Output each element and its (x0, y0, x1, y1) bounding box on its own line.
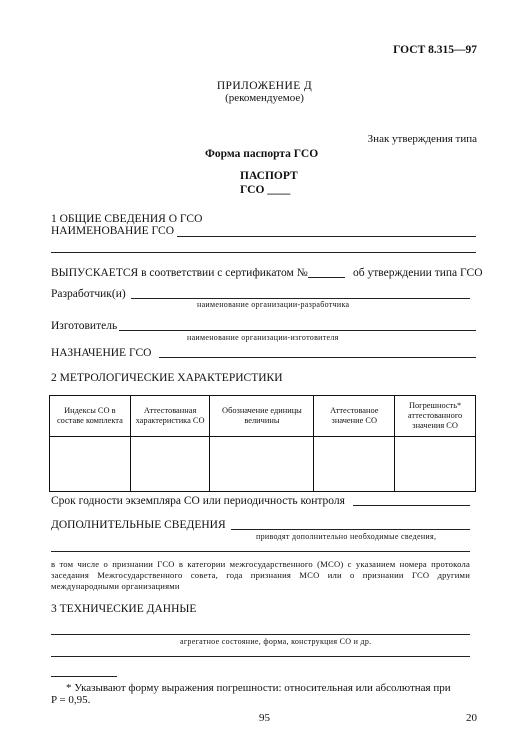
manufacturer-field (119, 330, 476, 331)
table-cell (50, 437, 131, 492)
metrology-table (49, 395, 476, 492)
passport-gso-number: ГСО ____ (240, 184, 291, 196)
additional-info-field (231, 529, 470, 530)
appendix-subtitle: (рекомендуемое) (225, 92, 304, 104)
col-value: Аттестованое значение СО (314, 396, 395, 437)
gso-name-field (177, 236, 476, 237)
page-number-right: 20 (466, 712, 477, 724)
footnote-separator (51, 676, 117, 677)
page-number-center: 95 (259, 712, 270, 724)
gso-name-label: НАИМЕНОВАНИЕ ГСО (51, 225, 175, 237)
metrology-table-header (50, 396, 476, 437)
purpose-label: НАЗНАЧЕНИЕ ГСО (51, 347, 152, 359)
section2-heading: 2 МЕТРОЛОГИЧЕСКИЕ ХАРАКТЕРИСТИКИ (51, 372, 283, 384)
developer-field (131, 298, 470, 299)
additional-info-label: ДОПОЛНИТЕЛЬНЫЕ СВЕДЕНИЯ (51, 519, 226, 531)
technical-data-caption: агрегатное состояние, форма, конструкция СО и др. (180, 637, 372, 646)
table-cell (314, 437, 395, 492)
appendix-title: ПРИЛОЖЕНИЕ Д (216, 80, 313, 92)
table-cell (210, 437, 314, 492)
table-cell (395, 437, 476, 492)
additional-info-caption: приводят дополнительно необходимые сведения, (256, 532, 437, 541)
manufacturer-caption: наименование организации-изготовителя (187, 333, 339, 342)
issued-label: ВЫПУСКАЕТСЯ (51, 267, 139, 279)
technical-data-field-continued (51, 656, 470, 657)
additional-info-field-continued (51, 551, 470, 552)
purpose-field (159, 357, 476, 358)
shelf-life-label: Срок годности экземпляра СО или периодичность контроля (51, 495, 345, 507)
issued-row (51, 267, 308, 279)
passport-title: ПАСПОРТ (240, 170, 298, 182)
section1-heading: 1 ОБЩИЕ СВЕДЕНИЯ О ГСО (51, 213, 203, 225)
approval-mark-label: Знак утверждения типа (367, 133, 477, 145)
issued-text: в соответствии с сертификатом № (141, 267, 308, 279)
footnote-text: * Указывают форму выражения погрешности: относительная или абсолютная при (66, 682, 451, 694)
certificate-number-field (308, 277, 345, 278)
form-title: Форма паспорта ГСО (205, 148, 319, 160)
additional-info-note: в том числе о признании ГСО в категории межгосударственного (МСО) с указанием номера протокола заседания Межгосударственного совета, года признания МСО или о признании ГСО другими международными организациями (51, 559, 470, 591)
developer-caption: наименование организации-разработчика (197, 300, 350, 309)
col-indexes: Индексы СО в составе комплекта (50, 396, 131, 437)
col-unit: Обозначение единицы величины (210, 396, 314, 437)
metrology-table-row (50, 437, 476, 492)
col-characteristic: Аттестованная характеристика СО (130, 396, 210, 437)
issued-tail: об утверждении типа ГСО (353, 267, 483, 279)
col-uncertainty: Погрешность* аттестованного значения СО (395, 396, 476, 437)
gso-name-field-continued (51, 252, 476, 253)
technical-data-field (51, 634, 470, 635)
table-cell (130, 437, 210, 492)
standard-code: ГОСТ 8.315—97 (393, 44, 477, 56)
manufacturer-label: Изготовитель (51, 320, 118, 332)
developer-label: Разработчик(и) (51, 288, 126, 300)
shelf-life-field (353, 505, 470, 506)
footnote-text-continued: P = 0,95. (51, 694, 91, 706)
section3-heading: 3 ТЕХНИЧЕСКИЕ ДАННЫЕ (51, 603, 197, 615)
